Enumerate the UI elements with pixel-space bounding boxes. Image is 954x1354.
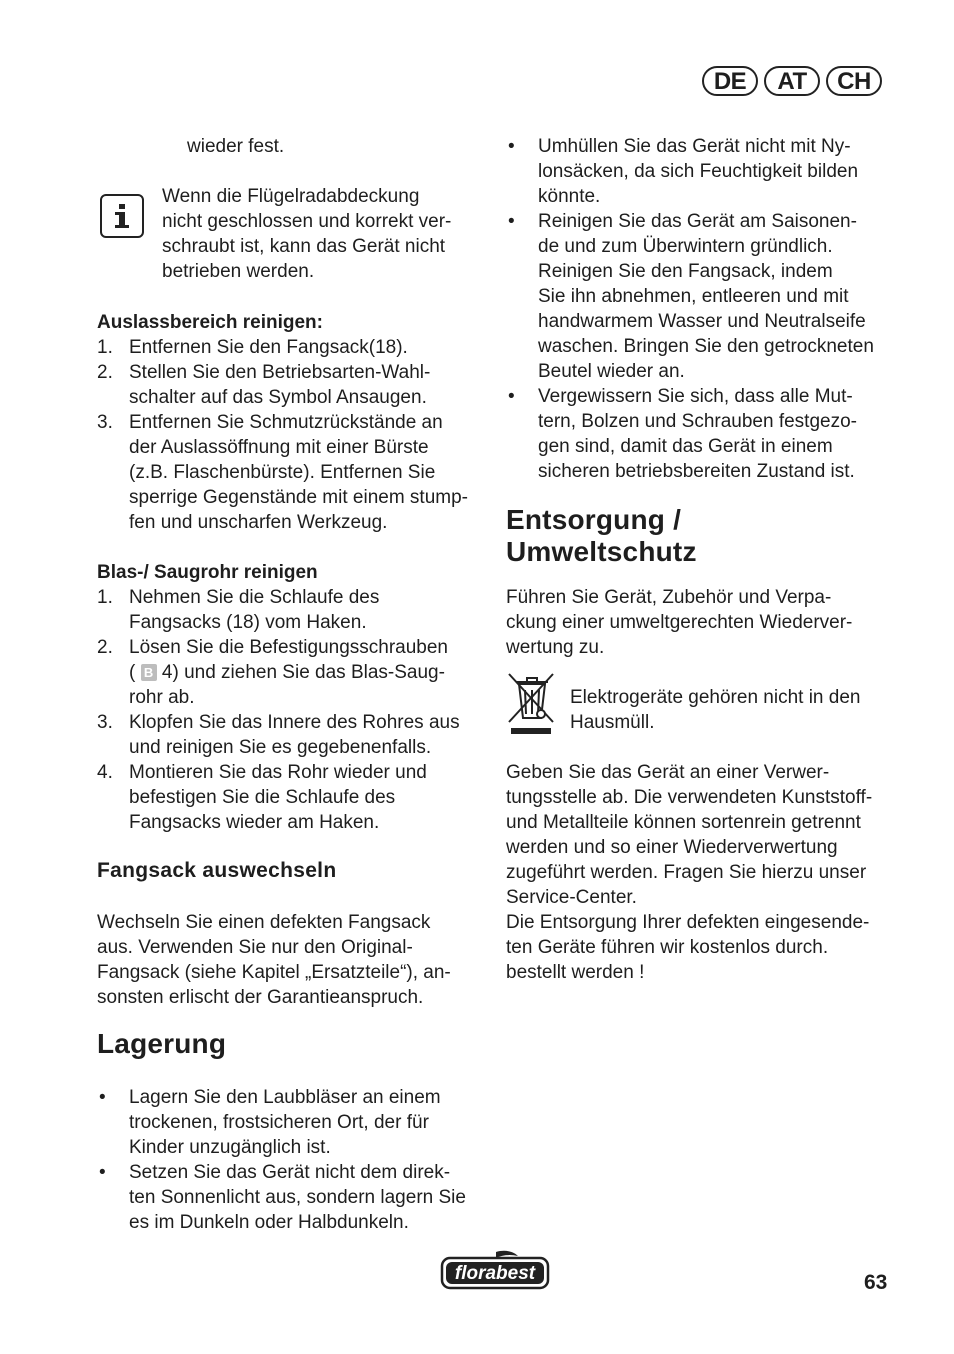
- bullet-text: Kinder unzugänglich ist.: [129, 1137, 331, 1158]
- paragraph-line: Wechseln Sie einen defekten Fangsack: [97, 912, 431, 933]
- paragraph-line: ten Geräte führen wir kostenlos durch.: [506, 937, 829, 958]
- paragraph-line: und Metallteile können sortenrein getrennt: [506, 812, 861, 833]
- badge-at: AT: [764, 66, 820, 96]
- paragraph-line: aus. Verwenden Sie nur den Original-: [97, 937, 413, 958]
- step-text: Fangsacks (18) vom Haken.: [129, 612, 367, 633]
- step-number: 3.: [97, 412, 113, 433]
- step-number: 2.: [97, 637, 113, 658]
- step-text: Fangsacks wieder am Haken.: [129, 812, 380, 833]
- disposal-text: [506, 760, 896, 985]
- bullet-text: könnte.: [538, 186, 601, 207]
- step-number: 4.: [97, 762, 113, 783]
- paragraph-line: Elektrogeräte gehören nicht in den: [570, 687, 861, 708]
- step-text: [129, 660, 487, 685]
- heading-line: Umweltschutz: [506, 536, 697, 567]
- step-text: schalter auf das Symbol Ansaugen.: [129, 387, 427, 408]
- maintenance-list: [506, 134, 896, 484]
- info-icon: [100, 194, 144, 238]
- list-item: [97, 1160, 487, 1235]
- step-number: 3.: [97, 712, 113, 733]
- weee-bin-icon: [505, 670, 557, 736]
- continuation-text: wieder fest.: [187, 136, 285, 157]
- info-note-line: schraubt ist, kann das Gerät nicht: [162, 236, 446, 257]
- figure-b-icon: B: [141, 664, 157, 681]
- list-item: [506, 209, 896, 384]
- disposal-heading: [506, 504, 697, 568]
- step-text: fen und unscharfen Werkzeug.: [129, 512, 388, 533]
- bullet-text: trockenen, frostsicheren Ort, der für: [129, 1112, 429, 1133]
- list-item: [97, 410, 487, 535]
- paren: (: [129, 662, 136, 683]
- bullet-text: Sie ihn abnehmen, entleeren und mit: [538, 286, 849, 307]
- bag-text: [97, 910, 487, 1010]
- bullet-text: tern, Bolzen und Schrauben festgezo-: [538, 411, 857, 432]
- country-badges: [702, 66, 882, 96]
- bullet-text: lonsäcken, da sich Feuchtigkeit bilden: [538, 161, 859, 182]
- step-text: (z.B. Flaschenbürste). Entfernen Sie: [129, 462, 436, 483]
- outlet-heading: Auslassbereich reinigen:: [97, 312, 323, 333]
- step-number: 1.: [97, 337, 113, 358]
- bag-heading: Fangsack auswechseln: [97, 859, 337, 882]
- paragraph-line: zugeführt werden. Fragen Sie hierzu unser: [506, 862, 867, 883]
- paragraph-line: bestellt werden !: [506, 962, 645, 983]
- list-item: [97, 360, 487, 410]
- storage-heading: Lagerung: [97, 1028, 227, 1059]
- tube-heading: Blas-/ Saugrohr reinigen: [97, 562, 318, 583]
- bullet-icon: •: [508, 386, 515, 407]
- bullet-text: handwarmem Wasser und Neutralseife: [538, 311, 866, 332]
- info-note-line: betrieben werden.: [162, 261, 315, 282]
- bullet-text: Reinigen Sie das Gerät am Saisonen-: [538, 211, 857, 232]
- outlet-section: [97, 310, 487, 535]
- bullet-text: de und zum Überwintern gründlich.: [538, 236, 833, 257]
- list-item: [97, 710, 487, 760]
- step-text: der Auslassöffnung mit einer Bürste: [129, 437, 429, 458]
- step-text: rohr ab.: [129, 687, 195, 708]
- weee-note: [570, 685, 890, 735]
- list-item: [97, 635, 487, 710]
- bullet-text: waschen. Bringen Sie den getrockneten: [538, 336, 874, 357]
- list-item: [506, 134, 896, 209]
- list-item: [506, 384, 896, 484]
- disposal-intro: [506, 585, 896, 660]
- paragraph-line: ckung einer umweltgerechten Wiederver-: [506, 612, 853, 633]
- list-item: [97, 335, 487, 360]
- step-number: 2.: [97, 362, 113, 383]
- paragraph-line: Hausmüll.: [570, 712, 655, 733]
- step-text: Montieren Sie das Rohr wieder und: [129, 762, 427, 783]
- list-item: [97, 760, 487, 835]
- bullet-text: Lagern Sie den Laubbläser an einem: [129, 1087, 441, 1108]
- step-text: Entfernen Sie Schmutzrückstände an: [129, 412, 443, 433]
- info-note: [162, 184, 482, 284]
- badge-ch: CH: [826, 66, 882, 96]
- info-note-line: nicht geschlossen und korrekt ver-: [162, 211, 452, 232]
- step-number: 1.: [97, 587, 113, 608]
- paragraph-line: Geben Sie das Gerät an einer Verwer-: [506, 762, 830, 783]
- list-item: [97, 585, 487, 635]
- paragraph-line: werden und so einer Wiederverwertung: [506, 837, 838, 858]
- info-note-line: Wenn die Flügelradabdeckung: [162, 186, 420, 207]
- bullet-text: Setzen Sie das Gerät nicht dem direk-: [129, 1162, 451, 1183]
- paragraph-line: wertung zu.: [506, 637, 605, 658]
- bullet-text: ten Sonnenlicht aus, sondern lagern Sie: [129, 1187, 466, 1208]
- step-text: Nehmen Sie die Schlaufe des: [129, 587, 380, 608]
- bullet-text: es im Dunkeln oder Halbdunkeln.: [129, 1212, 409, 1233]
- bullet-icon: •: [99, 1162, 106, 1183]
- logo-text: florabest: [454, 1263, 536, 1284]
- bullet-text: Vergewissern Sie sich, dass alle Mut-: [538, 386, 853, 407]
- step-text: befestigen Sie die Schlaufe des: [129, 787, 396, 808]
- list-item: [97, 1085, 487, 1160]
- bullet-icon: •: [508, 211, 515, 232]
- step-text: sperrige Gegenstände mit einem stump-: [129, 487, 468, 508]
- step-text: und reinigen Sie es gegebenenfalls.: [129, 737, 432, 758]
- bullet-text: Umhüllen Sie das Gerät nicht mit Ny-: [538, 136, 851, 157]
- badge-de: DE: [702, 66, 758, 96]
- paragraph-line: Service-Center.: [506, 887, 637, 908]
- paragraph-line: sonsten erlischt der Garantieanspruch.: [97, 987, 424, 1008]
- bullet-text: Beutel wieder an.: [538, 361, 685, 382]
- step-text: Klopfen Sie das Innere des Rohres aus: [129, 712, 460, 733]
- bullet-text: sicheren betriebsbereiten Zustand ist.: [538, 461, 855, 482]
- paragraph-line: Führen Sie Gerät, Zubehör und Verpa-: [506, 587, 832, 608]
- bullet-text: gen sind, damit das Gerät in einem: [538, 436, 833, 457]
- paragraph-line: tungsstelle ab. Die verwendeten Kunststoff-: [506, 787, 873, 808]
- step-text: Stellen Sie den Betriebsarten-Wahl-: [129, 362, 431, 383]
- step-text: Entfernen Sie den Fangsack(18).: [129, 337, 408, 358]
- heading-line: Entsorgung /: [506, 504, 682, 535]
- step-text: Lösen Sie die Befestigungsschrauben: [129, 637, 449, 658]
- storage-list: [97, 1085, 487, 1235]
- paragraph-line: Die Entsorgung Ihrer defekten eingesende-: [506, 912, 870, 933]
- bullet-text: Reinigen Sie den Fangsack, indem: [538, 261, 833, 282]
- page-number: 63: [864, 1271, 888, 1294]
- paragraph-line: Fangsack (siehe Kapitel „Ersatzteile“), an-: [97, 962, 451, 983]
- tube-section: [97, 560, 487, 835]
- step-text-rest: 4) und ziehen Sie das Blas-Saug-: [161, 662, 445, 683]
- bullet-icon: •: [99, 1087, 106, 1108]
- florabest-logo: [440, 1250, 550, 1290]
- bullet-icon: •: [508, 136, 515, 157]
